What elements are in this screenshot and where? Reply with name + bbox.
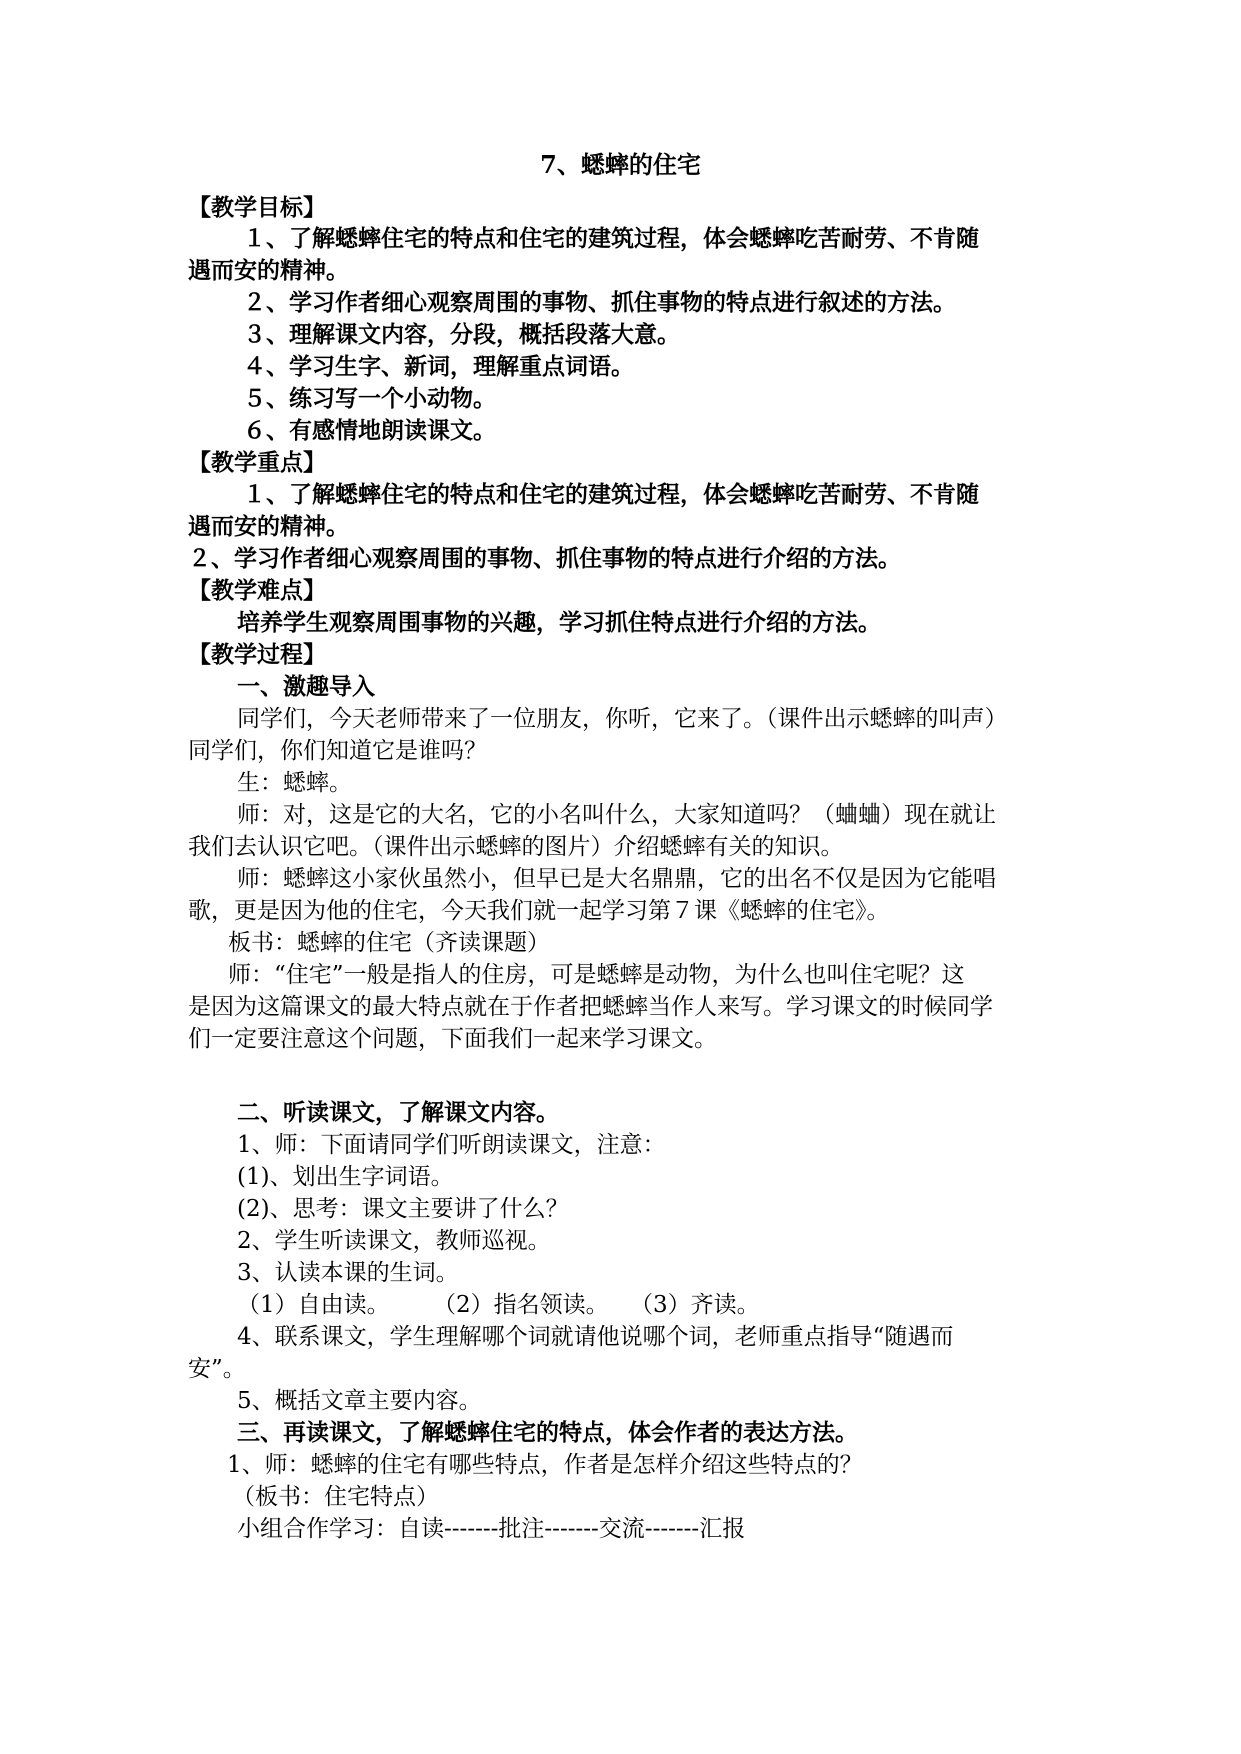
section1-paragraph-2: 生：蟋蟀。 — [237, 770, 352, 796]
goals-heading: 【教学目标】 — [188, 194, 326, 221]
difficulty-heading: 【教学难点】 — [188, 577, 326, 604]
section2-step-1a: (1)、划出生字词语。 — [237, 1164, 454, 1190]
section2-step-1b: (2)、思考：课文主要讲了什么？ — [237, 1196, 569, 1222]
process-heading: 【教学过程】 — [188, 641, 326, 668]
section1-heading: 一、激趣导入 — [237, 673, 375, 700]
section2-step-1: 1、师：下面请同学们听朗读课文，注意： — [237, 1132, 666, 1158]
difficulty-text: 培养学生观察周围事物的兴趣，学习抓住特点进行介绍的方法。 — [237, 609, 881, 636]
goal-item-5: ５、练习写一个小动物。 — [243, 385, 496, 412]
key-point-1: １、了解蟋蟀住宅的特点和住宅的建筑过程，体会蟋蟀吃苦耐劳、不肯随 — [243, 481, 979, 508]
section1-paragraph-6: 师：“住宅”一般是指人的住房，可是蟋蟀是动物，为什么也叫住宅呢？这 — [228, 962, 965, 988]
key-points-heading: 【教学重点】 — [188, 449, 326, 476]
section2-step-3: 3、认读本课的生词。 — [237, 1260, 459, 1286]
section1-paragraph-4: 师：蟋蟀这小家伙虽然小，但早已是大名鼎鼎，它的出名不仅是因为它能唱 — [237, 866, 996, 892]
goal-item-1-cont: 遇而安的精神。 — [188, 257, 349, 284]
goal-item-3: ３、理解课文内容，分段，概括段落大意。 — [243, 321, 680, 348]
section2-read-option-3: （3）齐读。 — [630, 1292, 760, 1318]
section1-paragraph-3: 师：对，这是它的大名，它的小名叫什么，大家知道吗？（蛐蛐）现在就让 — [237, 802, 996, 828]
section2-step-5: 5、概括文章主要内容。 — [237, 1388, 482, 1414]
goal-item-6: ６、有感情地朗读课文。 — [243, 417, 496, 444]
page-title: 7、蟋蟀的住宅 — [540, 150, 701, 179]
section2-step-4-cont: 安”。 — [188, 1356, 246, 1382]
key-point-2: ２、学习作者细心观察周围的事物、抓住事物的特点进行介绍的方法。 — [188, 545, 901, 572]
section2-step-4: 4、联系课文，学生理解哪个词就请他说哪个词，老师重点指导“随遇而 — [237, 1324, 954, 1350]
key-point-1-cont: 遇而安的精神。 — [188, 513, 349, 540]
section1-paragraph-3-cont: 我们去认识它吧。（课件出示蟋蟀的图片）介绍蟋蟀有关的知识。 — [188, 834, 844, 860]
section1-paragraph-4-cont: 歌，更是因为他的住宅，今天我们就一起学习第７课《蟋蟀的住宅》。 — [188, 898, 890, 924]
section1-paragraph-6-cont: 是因为这篇课文的最大特点就在于作者把蟋蟀当作人来写。学习课文的时候同学 — [188, 994, 993, 1020]
section2-step-2: 2、学生听读课文，教师巡视。 — [237, 1228, 551, 1254]
section2-read-option-2: （2）指名领读。 — [433, 1292, 609, 1318]
section3-step-1: 1、师：蟋蟀的住宅有哪些特点，作者是怎样介绍这些特点的？ — [227, 1452, 863, 1478]
goal-item-2: ２、学习作者细心观察周围的事物、抓住事物的特点进行叙述的方法。 — [243, 289, 956, 316]
section3-group-study: 小组合作学习：自读-------批注-------交流-------汇报 — [237, 1516, 746, 1542]
section2-read-option-1: （1）自由读。 — [237, 1292, 390, 1318]
goal-item-1: １、了解蟋蟀住宅的特点和住宅的建筑过程，体会蟋蟀吃苦耐劳、不肯随 — [243, 225, 979, 252]
section3-board-note: （板书：住宅特点） — [232, 1484, 439, 1510]
section1-paragraph-1: 同学们，今天老师带来了一位朋友，你听，它来了。（课件出示蟋蟀的叫声） — [237, 706, 1008, 732]
section3-heading: 三、再读课文，了解蟋蟀住宅的特点，体会作者的表达方法。 — [237, 1419, 858, 1446]
section1-paragraph-6-cont2: 们一定要注意这个问题，下面我们一起来学习课文。 — [188, 1026, 717, 1052]
goal-item-4: ４、学习生字、新词，理解重点词语。 — [243, 353, 634, 380]
section1-paragraph-1-cont: 同学们，你们知道它是谁吗？ — [188, 738, 487, 764]
section2-heading: 二、听读课文，了解课文内容。 — [237, 1099, 559, 1126]
section1-board-note: 板书：蟋蟀的住宅（齐读课题） — [228, 930, 550, 956]
